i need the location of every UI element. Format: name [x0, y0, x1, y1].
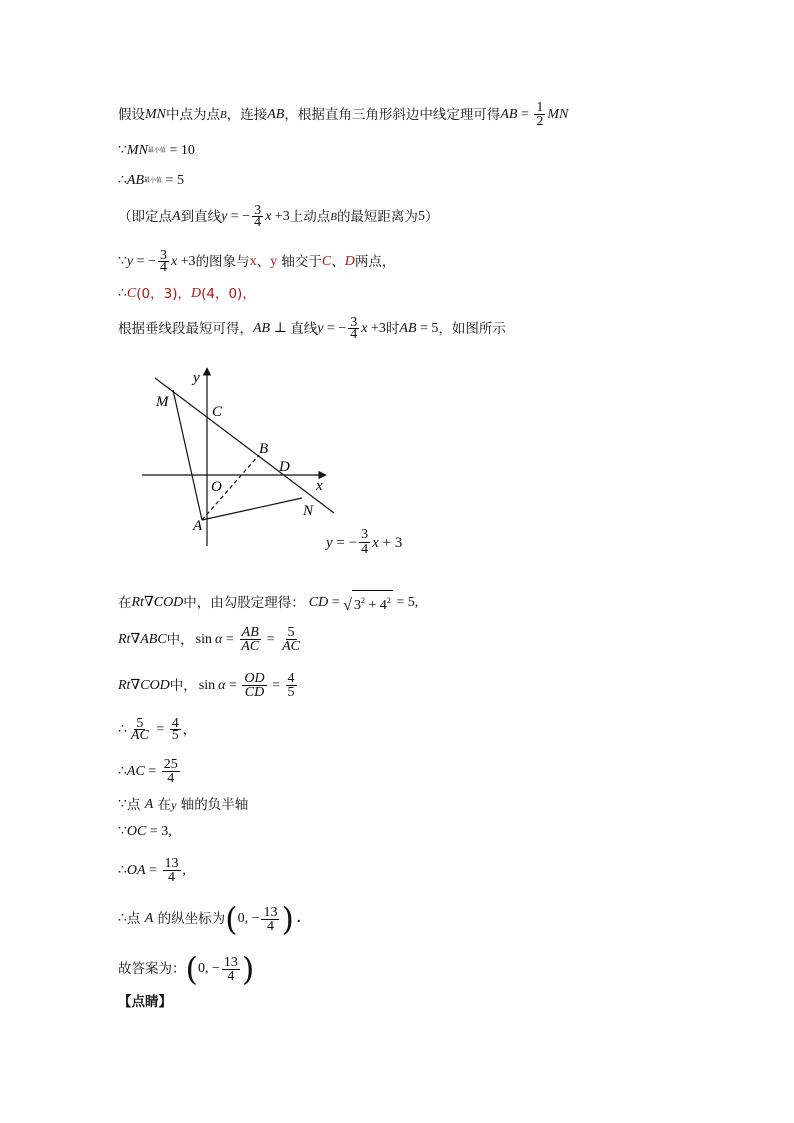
text-line-oa: ∴ OA = $\frac{13}{4}$ ,	[118, 856, 186, 885]
text-line-ac-value: ∴ AC = $\frac{25}{4}$	[118, 757, 178, 786]
fraction-5-ac: $\frac{5}{AC}$	[282, 625, 300, 654]
label-o: O	[211, 479, 222, 495]
text-line-proportion: ∴ $\frac{5}{AC}$ = $\frac{4}{5}$ ，	[118, 716, 197, 743]
text-line-negative-half-axis: ∵ 点 A 在 y 轴的负半轴	[118, 797, 249, 813]
text-line-oc: ∵ OC = 3,	[118, 824, 172, 839]
text-line-ab-min: ∴ AB 最小值 = 5	[118, 173, 184, 188]
label-c: C	[212, 404, 223, 420]
text-line-pythagorean: 在 Rt ∇COD 中，由勾股定理得： CD = √ $3^2 + 4^2$ = 5,	[118, 590, 418, 616]
fraction-ab-ac: $\frac{AB}{AC}$	[241, 625, 260, 654]
text-line-coordinates: ∴ C (0，3)， D (4，0)，	[118, 286, 256, 302]
text-line-shortest-distance: （即定点 A 到直线 y = − $\frac{3}{4}$ x +3 上动点 B 的最短距离为 5 ）	[118, 203, 439, 230]
label-y: y	[193, 370, 200, 386]
text-line-answer: 故答案为： ( 0, − $\frac{13}{4}$ )	[118, 950, 255, 988]
label-d: D	[279, 459, 290, 475]
fraction-four-fifths: $\frac{4}{5}$	[287, 671, 295, 700]
fraction-four-fifths: $\frac{4}{5}$	[171, 716, 179, 743]
fraction-three-quarters: $\frac{3}{4}$	[254, 203, 262, 230]
label-b: B	[259, 441, 269, 457]
fraction-half: $\frac{1}{2}$	[536, 100, 544, 129]
text-line-sin-abc: Rt ∇ABC 中， sin α = $\frac{AB}{AC}$ = $\frac{5}{AC}$	[118, 625, 300, 654]
fraction-three-quarters: $\frac{3}{4}$	[361, 527, 369, 557]
figure-equation: y = − $\frac{3}{4}$ x + 3	[326, 527, 403, 557]
fraction-three-quarters: $\frac{3}{4}$	[350, 315, 358, 342]
fraction-13-4: $\frac{13}{4}$	[223, 954, 238, 984]
section-heading-comment: 【点睛】	[118, 994, 172, 1010]
text-line-intersections: ∵ y = − $\frac{3}{4}$ x +3 的图象与 x 、 y 轴交于 C 、 D 两点，	[118, 248, 396, 275]
fraction-13-4: $\frac{13}{4}$	[263, 904, 278, 934]
label-a: A	[193, 518, 203, 534]
text-line-midpoint: 假设 MN 中点为点 B ，连接 AB ，根据直角三角形斜边中线定理可得 AB = $\frac{1}{2}$ MN	[118, 100, 569, 129]
label-m: M	[156, 394, 169, 410]
fraction-three-quarters: $\frac{3}{4}$	[159, 248, 167, 275]
line-cd	[155, 378, 334, 513]
text-line-a-ordinate: ∴ 点 A 的纵坐标为 ( 0, − $\frac{13}{4}$ ) .	[118, 900, 301, 938]
fraction-25-4: $\frac{25}{4}$	[163, 757, 178, 786]
segment-an	[202, 498, 302, 520]
text-line-mn-min: ∵ MN 最小值 = 10	[118, 143, 195, 158]
text-line-sin-cod: Rt ∇COD 中， sin α = $\frac{OD}{CD}$ = $\frac{4}{5}$	[118, 671, 295, 700]
fraction-od-cd: $\frac{OD}{CD}$	[244, 671, 265, 700]
label-n: N	[303, 503, 314, 519]
label-x: x	[316, 478, 323, 494]
fraction-13-4: $\frac{13}{4}$	[164, 856, 179, 885]
fraction-5-ac: $\frac{5}{AC}$	[130, 716, 149, 743]
text-line-perpendicular: 根据垂线段最短可得， AB ⊥ 直线 y = − $\frac{3}{4}$ x +3 时 AB = 5 ，如图所示	[118, 315, 506, 342]
square-root: √ $3^2 + 4^2$	[343, 590, 393, 616]
